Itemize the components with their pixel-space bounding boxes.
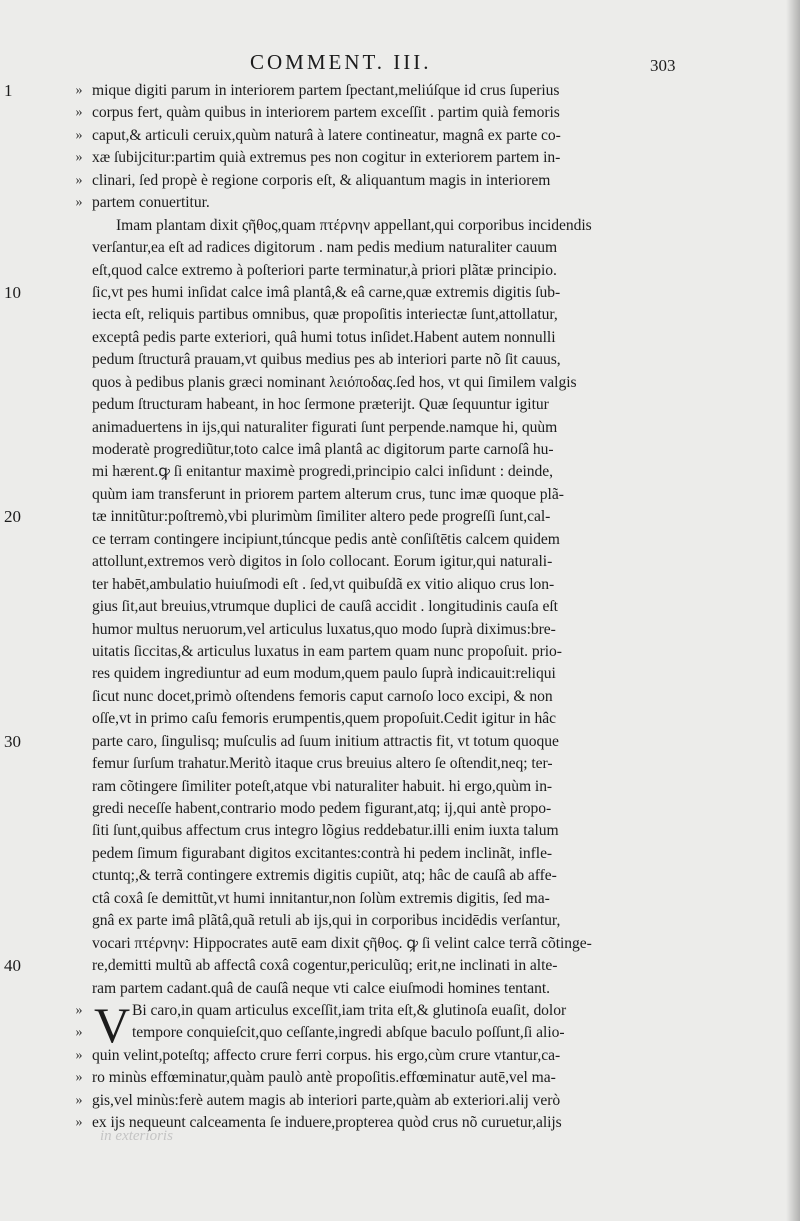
line-text: ex ijs nequeunt calceamenta ſe induere,propterea quòd crus nõ curuetur,alijs [92, 1114, 562, 1132]
line-text: ctuntq;,& terrã contingere extremis digitis cupiũt, atq; hâc de cauſâ ab affe- [92, 867, 557, 885]
text-line [0, 798, 800, 820]
line-number: 30 [4, 731, 21, 751]
text-line [0, 260, 800, 282]
quote-marker: » [75, 1047, 83, 1063]
quote-marker: » [75, 127, 83, 143]
text-line [0, 394, 800, 416]
text-line [0, 865, 800, 887]
line-text: ſicut nunc docet,primò oſtendens femoris caput carnoſo loco excipi, & non [92, 687, 553, 705]
line-text: mi hærent.ꝙ ſi enitantur maximè progredi,principio calci inſidunt : deinde, [92, 463, 553, 481]
text-line [0, 282, 800, 304]
text-line [0, 843, 800, 865]
quote-marker: » [75, 105, 83, 121]
text-line [0, 574, 800, 596]
line-text: uitatis ſiccitas,& articulus luxatus in eam partem quam nunc propoſuit. prio- [92, 642, 562, 660]
line-text: caput,& articuli ceruix,quùm naturâ à latere contineatur, magnâ ex parte co- [92, 126, 561, 144]
line-text: gredi neceſſe habent,contrario modo pedem figurant,atq; ij,qui antè propo- [92, 800, 552, 817]
page-header [0, 50, 800, 80]
line-text: quùm iam transferunt in priorem partem alterum crus, tunc imæ quoque plã- [92, 485, 564, 503]
line-text: ce terram contingere incipiunt,túncque pedis antè conſiſtētis calcem quidem [92, 530, 560, 548]
line-text: clinari, ſed propè è regione corporis eſt, & aliquantum magis in interiorem [92, 171, 551, 189]
line-text: humor multus neruorum,vel articulus luxatus,quo modo ſuprà diximus:bre- [92, 620, 556, 638]
text-line [0, 686, 800, 708]
line-number: 40 [4, 956, 21, 976]
line-text: pedum ſtructuram habeant, in hoc ſermone præterijt. Quæ ſequuntur igitur [92, 396, 549, 414]
line-text: vocari πτέρνην: Hippocrates autē eam dixit ςῆθος. ꝙ ſi velint calce terrã cõtinge- [92, 934, 592, 952]
quote-marker: » [75, 1070, 83, 1086]
text-line [0, 80, 800, 102]
text-line [0, 417, 800, 439]
text-line [0, 888, 800, 910]
drop-initial: V [94, 997, 131, 1053]
text-line [0, 327, 800, 349]
line-text: tæ innitũtur:poſtremò,vbi plurimùm ſimiliter altero pede progreſſi ſunt,cal- [92, 508, 551, 526]
text-line [0, 237, 800, 259]
line-text: Imam plantam dixit ςῆθος,quam πτέρνην appellant,qui corporibus incidendis [116, 216, 592, 234]
text-line [0, 439, 800, 461]
line-text: mique digiti parum in interiorem partem ſpectant,meliúſque id crus ſuperius [92, 82, 560, 99]
quote-marker: » [75, 1002, 83, 1018]
quote-marker: » [75, 172, 83, 188]
text-line [0, 776, 800, 798]
line-text: ſiti ſunt,quibus affectum crus integro lõgius reddebatur.illi enim iuxta talum [92, 822, 559, 840]
line-text: gis,vel minùs:ferè autem magis ab interiori parte,quàm ab exteriori.alij verò [92, 1091, 561, 1109]
text-line [0, 551, 800, 573]
text-line [0, 933, 800, 955]
line-text: res quidem ingrediuntur ad eum modum,quem paulo ſuprà indicauit:reliqui [92, 665, 556, 683]
text-line [0, 529, 800, 551]
quote-marker: » [75, 1115, 83, 1131]
text-line [0, 619, 800, 641]
line-text: corpus fert, quàm quibus in interiorem partem exceſſit . partim quià femoris [92, 104, 560, 122]
line-text: animaduertens in ijs,qui naturaliter figurati ſunt perpende.namque hi, quùm [92, 418, 558, 436]
text-line [0, 641, 800, 663]
line-text: oſſe,vt in primo caſu femoris erumpentis,quem propoſuit.Cedit igitur in hâc [92, 710, 556, 728]
text-line [0, 304, 800, 326]
line-text: ro minùs effœminatur,quàm paulò antè propoſitis.effœminatur autē,vel ma- [92, 1069, 556, 1087]
text-line [0, 708, 800, 730]
text-line [0, 596, 800, 618]
line-text: gnâ ex parte imâ plãtâ,quã retuli ab ijs,qui in corporibus incidēdis verſantur, [92, 912, 561, 930]
line-text: pedum ſtructurâ prauam,vt quibus medius pes ab interiori parte nõ ſit cauus, [92, 351, 561, 369]
text-line [0, 461, 800, 483]
text-line [0, 125, 800, 147]
quote-marker: » [75, 83, 83, 98]
text-line [0, 192, 800, 214]
line-text: Bi caro,in quam articulus exceſſit,iam trita eſt,& glutinoſa euaſit, dolor [132, 1001, 567, 1019]
line-text: iecta eſt, reliquis partibus omnibus, quæ propoſitis interiectæ ſunt,attollatur, [92, 306, 558, 324]
line-text: re,demitti multũ ab affectâ coxâ cogentur,periculũq; erit,ne inclinati in alte- [92, 957, 558, 975]
line-text: attollunt,extremos verò digitos in ſolo collocant. Eorum igitur,qui naturali- [92, 553, 553, 571]
line-text: gius ſit,aut breuius,vtrumque duplici de cauſâ accidit . longitudinis cauſa eſt [92, 598, 558, 616]
text-line [0, 372, 800, 394]
bleed-through-text: in exterioris [100, 1128, 173, 1144]
line-text: quin velint,poteſtq; affecto crure ferri corpus. his ergo,cùm crure vtantur,ca- [92, 1046, 561, 1064]
line-text: verſantur,ea eſt ad radices digitorum . nam pedis medium naturaliter cauum [92, 239, 558, 257]
line-number: 10 [4, 282, 21, 302]
line-text: ter habēt,ambulatio huiuſmodi eſt . ſed,vt quibuſdã ex vitio aliquo crus lon- [92, 575, 555, 593]
text-line [0, 731, 800, 753]
body-text [0, 80, 800, 1135]
line-number: 20 [4, 507, 21, 527]
text-line [0, 102, 800, 124]
text-line [0, 349, 800, 371]
line-text: ram cõtingere ſimiliter poteſt,atque vbi naturaliter habuit. hi ergo,quùm in- [92, 777, 553, 795]
running-title: COMMENT. III. [250, 50, 432, 74]
text-line [0, 910, 800, 932]
line-text: moderatè progrediũtur,toto calce imâ plantâ ac digitorum parte carnoſâ hu- [92, 441, 554, 458]
quote-marker: » [75, 150, 83, 166]
line-text: parte caro, ſingulisq; muſculis ad ſuum initium attractis fit, vt totum quoque [92, 732, 559, 750]
text-line [0, 147, 800, 169]
text-line [0, 215, 800, 237]
line-text: ctâ coxâ ſe demittũt,vt humi innitantur,non ſolùm extremis digitis, ſed ma- [92, 889, 550, 907]
line-text: pedem ſimum figurabant digitos excitantes:contrà hi pedem inclinãt, infle- [92, 844, 553, 862]
quote-marker: » [75, 195, 83, 211]
line-number: 1 [4, 81, 13, 100]
line-text: exceptâ pedis parte exteriori, quâ humi totus inſidet.Habent autem nonnulli [92, 328, 556, 346]
line-text: femur ſurſum trahatur.Meritò itaque crus breuius altero ſe oſtendit,neq; ter- [92, 755, 553, 773]
text-line [0, 1090, 800, 1112]
line-text: xæ ſubijcitur:partim quià extremus pes non cogitur in exteriorem partem in- [92, 149, 561, 167]
text-line [0, 170, 800, 192]
line-text: partem conuertitur. [92, 194, 210, 212]
page-number: 303 [650, 56, 676, 75]
text-line [0, 1067, 800, 1089]
text-line [0, 506, 800, 528]
text-line [0, 484, 800, 506]
line-text: ram partem cadant.quâ de cauſâ neque vti calce eiuſmodi homines tentant. [92, 979, 550, 997]
line-text: quos à pedibus planis græci nominant λειόποδας.ſed hos, vt qui ſimilem valgis [92, 373, 577, 391]
line-text: ſic,vt pes humi inſidat calce imâ plantâ,& eâ carne,quæ extremis digitis ſub- [92, 283, 561, 301]
quote-marker: » [75, 1092, 83, 1108]
line-text: tempore conquieſcit,quo ceſſante,ingredi abſque baculo poſſunt,ſi alio- [132, 1024, 565, 1042]
text-line [0, 955, 800, 977]
text-line [0, 753, 800, 775]
quote-marker: » [75, 1025, 83, 1041]
text-line [0, 820, 800, 842]
line-text: eſt,quod calce extremo à poſteriori parte terminatur,à priori plãtæ principio. [92, 261, 557, 279]
text-line [0, 663, 800, 685]
